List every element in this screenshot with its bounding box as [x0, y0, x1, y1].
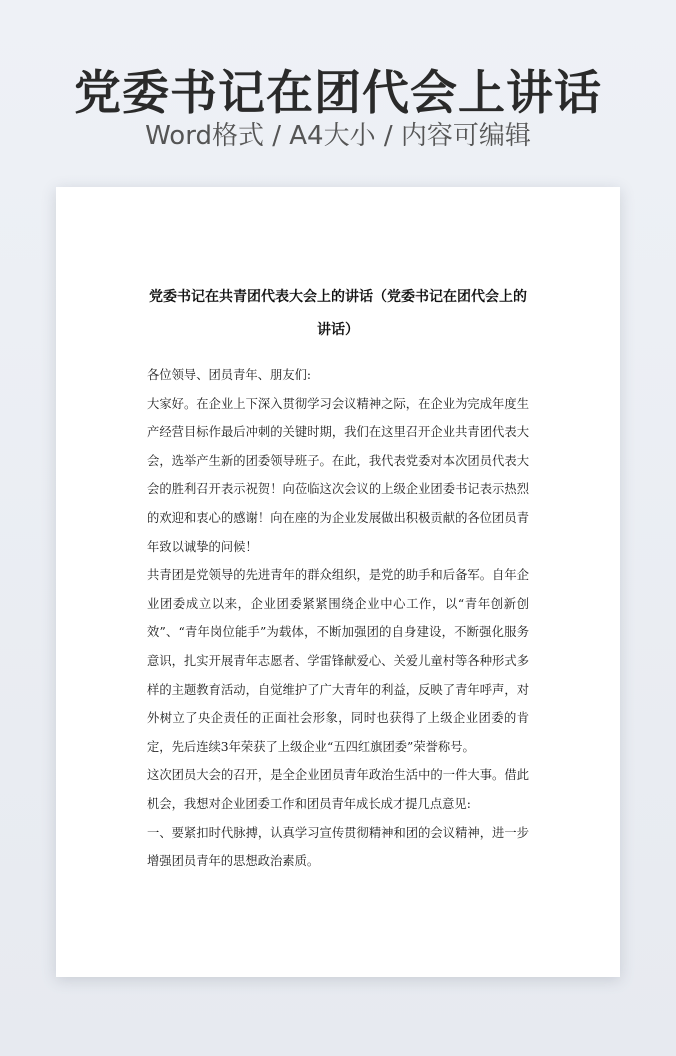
body-paragraph: 一、要紧扣时代脉搏，认真学习宣传贯彻精神和团的会议精神，进一步增强团员青年的思想政治素质。 — [147, 825, 529, 869]
banner-title: 党委书记在团代会上讲话 — [74, 66, 602, 121]
salutation-paragraph: 各位领导、团员青年、朋友们: — [147, 368, 312, 382]
document-page — [56, 187, 620, 977]
document-body — [147, 361, 529, 876]
banner-subtitle: Word格式 / A4大小 / 内容可编辑 — [145, 121, 531, 151]
document-title: 党委书记在共青团代表大会上的讲话（党委书记在团代会上的讲话） — [149, 289, 527, 338]
body-paragraph: 大家好。在企业上下深入贯彻学习会议精神之际，在企业为完成年度生产经营目标作最后冲刺的关键时期，我们在这里召开企业共青团代表大会，选举产生新的团委领导班子。在此，我代表党委对本次团员代表大会的胜利召开表示祝贺！向莅临这次会议的上级企业团委书记表示热烈的欢迎和衷心的感谢！向在座的为企业发展做出积极贡献的各位团员青年致以诚挚的问候！ — [147, 396, 529, 554]
body-paragraph: 这次团员大会的召开，是全企业团员青年政治生活中的一件大事。借此机会，我想对企业团委工作和团员青年成长成才提几点意见: — [147, 768, 529, 811]
body-paragraph: 共青团是党领导的先进青年的群众组织，是党的助手和后备军。自年企业团委成立以来，企业团委紧紧围绕企业中心工作，以“青年创新创效”、“青年岗位能手”为载体，不断加强团的自身建设，不断强化服务意识，扎实开展青年志愿者、学雷锋献爱心、关爱儿童村等各种形式多样的主题教育活动，自觉维护了广大青年的利益，反映了青年呼声，对外树立了央企责任的正面社会形象，同时也获得了上级企业团委的肯定，先后连续3年荣获了上级企业“五四红旗团委”荣誉称号。 — [147, 568, 529, 754]
